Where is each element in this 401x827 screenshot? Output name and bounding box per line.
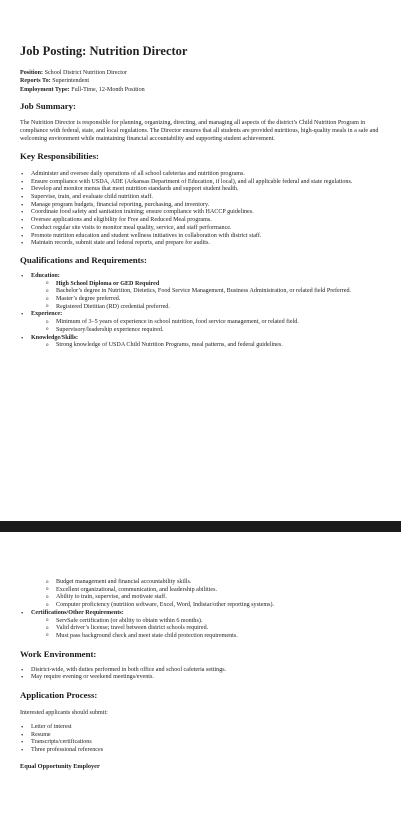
list-item: • Maintain records, submit state and federal reports, and prepare for audits. <box>20 240 390 248</box>
skills-sublist <box>46 342 390 350</box>
list-item: o Minimum of 3–5 years of experience in school nutrition, food service management, or related field. <box>46 319 390 327</box>
certifications-item <box>20 610 390 641</box>
list-item: o Valid driver’s license; travel between district schools required. <box>46 625 390 633</box>
application-heading: Application Process: <box>20 690 98 701</box>
skills-sublist-continued <box>46 579 390 610</box>
list-item: • Transcripts/certifications <box>20 739 390 747</box>
list-item: o Bachelor’s degree in Nutrition, Dietetics, Food Service Management, Business Administration, or related field Preferred. <box>46 288 390 296</box>
page-2-content <box>20 579 390 771</box>
skills-item <box>20 335 390 350</box>
list-item: o Budget management and financial accountability skills. <box>46 579 390 587</box>
certifications-label: Certifications/Other Requirements: <box>31 609 124 616</box>
education-item <box>20 273 390 312</box>
qualifications-list <box>20 273 390 350</box>
list-item: o Must pass background check and meet state child protection requirements. <box>46 633 390 641</box>
list-item: o Computer proficiency (nutrition software, Excel, Word, Indistar/other reporting systems). <box>46 602 390 610</box>
list-item: • District-wide, with duties performed in both office and school cafeteria settings. <box>20 667 390 675</box>
list-item: o Ability to train, supervise, and motivate staff. <box>46 594 390 602</box>
meta-reports-to: Reports To: Superintendent <box>20 78 90 85</box>
list-item: o Excellent organizational, communication, and leadership abilities. <box>46 587 390 595</box>
summary-text: The Nutrition Director is responsible for planning, organizing, directing, and managing all aspects of the district’s Child Nutrition Program in compliance with federal, state, and local regulations. The Director ensures that all students are provided nutritious, high-quality meals in a safe and welcoming environment while maintaining financial accountability and supporting student achievement. <box>20 119 379 142</box>
list-item: • Manage program budgets, financial reporting, purchasing, and inventory. <box>20 202 390 210</box>
list-item: o Strong knowledge of USDA Child Nutrition Programs, meal patterns, and federal guidelines. <box>46 342 390 350</box>
education-sublist <box>46 281 390 312</box>
experience-item <box>20 311 390 334</box>
list-item: • Letter of interest <box>20 724 390 732</box>
education-label: Education: <box>31 272 60 279</box>
list-item: o Registered Dietitian (RD) credential preferred. <box>46 304 390 312</box>
list-item: • Ensure compliance with USDA, ADE (Arkansas Department of Education, if local), and all applicable federal and state regulations. <box>20 179 390 187</box>
list-item: • Oversee applications and eligibility for Free and Reduced Meal programs. <box>20 217 390 225</box>
summary-heading: Job Summary: <box>20 100 76 111</box>
list-item: • Three professional references <box>20 747 390 755</box>
list-item: • Administer and oversee daily operations of all school cafeterias and nutrition programs. <box>20 171 390 179</box>
page-title: Job Posting: Nutrition Director <box>20 44 188 58</box>
responsibilities-list <box>20 171 390 248</box>
list-item: • Conduct regular site visits to monitor meal quality, service, and staff performance. <box>20 225 390 233</box>
skills-label: Knowledge/Skills: <box>31 334 79 341</box>
application-intro: Interested applicants should submit: <box>20 710 108 717</box>
list-item: • Promote nutrition education and student wellness initiatives in collaboration with district staff. <box>20 233 390 241</box>
work-environment-heading: Work Environment: <box>20 648 97 659</box>
page-1-content <box>20 44 390 350</box>
certifications-sublist <box>46 618 390 641</box>
responsibilities-heading: Key Responsibilities: <box>20 150 99 161</box>
list-item: • Develop and monitor menus that meet nutrition standards and support student health. <box>20 186 390 194</box>
work-environment-list <box>20 667 390 682</box>
list-item: • Coordinate food safety and sanitation training; ensure compliance with HACCP guidelines. <box>20 209 390 217</box>
list-item: o High School Diploma or GED Required <box>46 281 390 289</box>
meta-position: Position: School District Nutrition Director <box>20 70 127 76</box>
list-item: o ServSafe certification (or ability to obtain within 6 months). <box>46 618 390 626</box>
list-item: o Master’s degree preferred. <box>46 296 390 304</box>
page-separator <box>0 521 401 532</box>
position-meta <box>20 69 390 94</box>
meta-employment-type: Employment Type: Full-Time, 12-Month Position <box>20 86 145 93</box>
application-list <box>20 724 390 755</box>
experience-sublist <box>46 319 390 334</box>
experience-label: Experience: <box>31 311 63 318</box>
list-item: • May require evening or weekend meetings/events. <box>20 674 390 682</box>
equal-opportunity-footer: Equal Opportunity Employer <box>20 762 100 770</box>
list-item: o Supervisory/leadership experience required. <box>46 327 390 335</box>
qualifications-list-continued <box>20 610 390 641</box>
qualifications-heading: Qualifications and Requirements: <box>20 254 147 265</box>
document-page-2 <box>0 532 401 827</box>
list-item: • Supervise, train, and evaluate child nutrition staff. <box>20 194 390 202</box>
list-item: • Resume <box>20 732 390 740</box>
